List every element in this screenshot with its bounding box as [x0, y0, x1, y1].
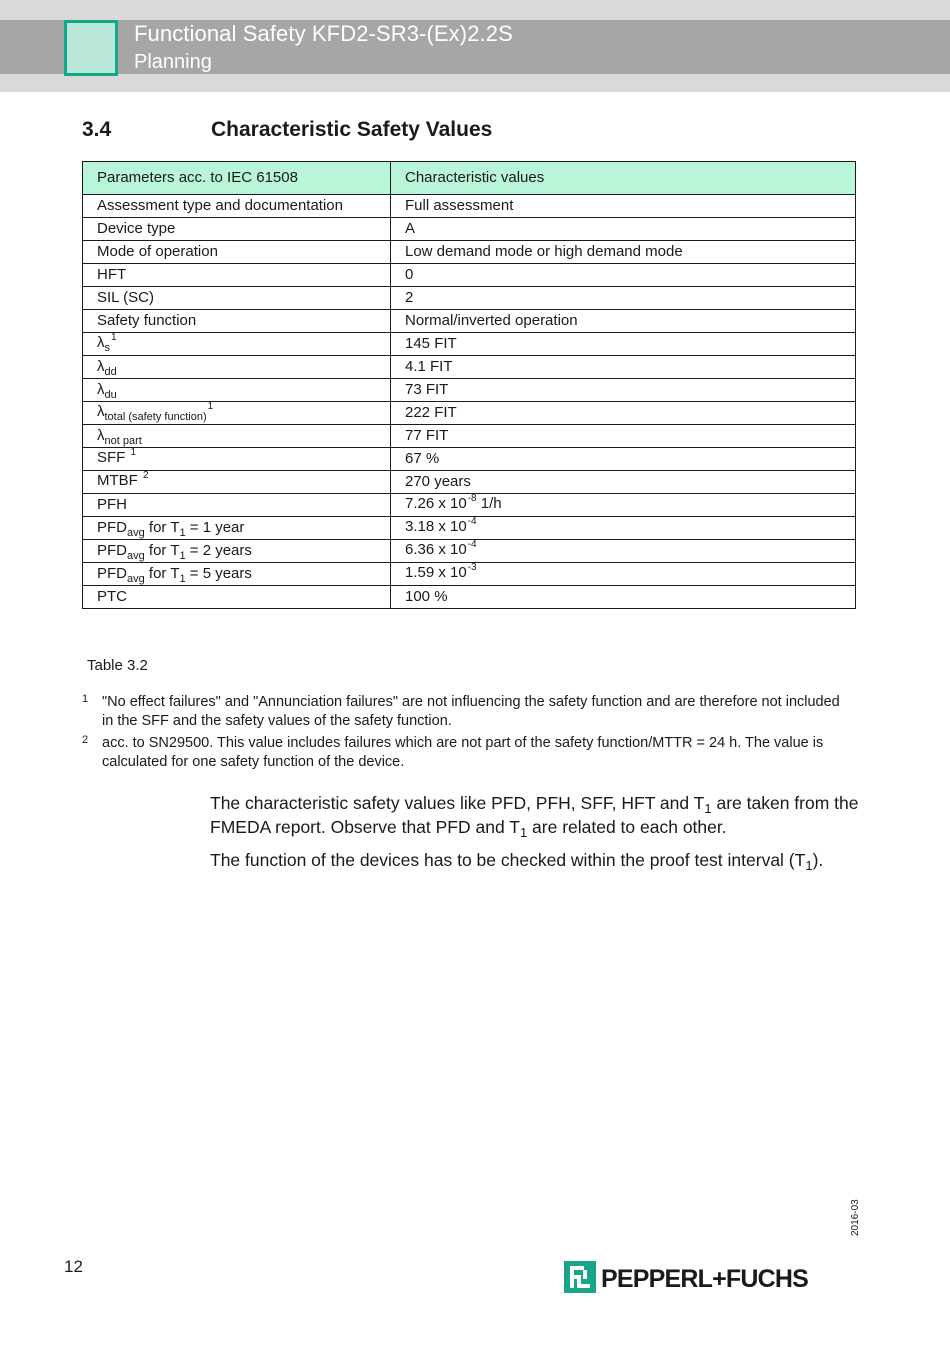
table-row	[83, 448, 856, 471]
value-cell: 0	[391, 264, 856, 287]
footnote-1	[82, 693, 842, 731]
value-cell: Low demand mode or high demand mode	[391, 241, 856, 264]
table-row	[83, 586, 856, 609]
table-row	[83, 333, 856, 356]
value-cell: 270 years	[391, 471, 856, 494]
parameter-cell: Mode of operation	[83, 241, 391, 264]
parameter-cell: $\lambda_{total (safety function)}^1$	[83, 402, 391, 425]
value-cell: 145 FIT	[391, 333, 856, 356]
header-accent-square	[64, 20, 118, 76]
value-cell: 7.26 x $10^{-8}$ 1/h	[391, 494, 856, 517]
table-body	[83, 195, 856, 609]
parameter-cell: Assessment type and documentation	[83, 195, 391, 218]
table-row	[83, 310, 856, 333]
safety-values-table	[82, 161, 856, 609]
parameter-cell: PFH	[83, 494, 391, 517]
value-cell: 3.18 x $10^{-4}$	[391, 517, 856, 540]
table-row	[83, 195, 856, 218]
edition-date: 2016-03	[850, 1199, 861, 1236]
table-row	[83, 356, 856, 379]
parameter-cell: $\lambda_s^1$	[83, 333, 391, 356]
table-row	[83, 402, 856, 425]
table-caption: Table 3.2	[87, 657, 148, 674]
value-cell: Full assessment	[391, 195, 856, 218]
body-paragraph-1: The characteristic safety values like PFD, PFH, SFF, HFT and $T_1$ are taken from the FMEDA report. Observe that PFD and $T_1$ are related to each other.	[210, 793, 859, 840]
value-cell: 77 FIT	[391, 425, 856, 448]
column-header-values: Characteristic values	[391, 162, 856, 195]
parameter-cell: MTBF $^2$	[83, 471, 391, 494]
logo-wordmark: PEPPERL+FUCHS	[601, 1265, 809, 1293]
value-cell: 73 FIT	[391, 379, 856, 402]
chapter-title: Planning	[134, 51, 212, 73]
page-number: 12	[64, 1257, 83, 1276]
table-row	[83, 241, 856, 264]
footnote-2	[82, 734, 842, 772]
value-cell: A	[391, 218, 856, 241]
value-cell: 67 %	[391, 448, 856, 471]
parameter-cell: $PFD_{avg}$ for $T_1 = 5$ years	[83, 563, 391, 586]
value-cell: 222 FIT	[391, 402, 856, 425]
parameter-cell: $\lambda_{du}$	[83, 379, 391, 402]
parameter-cell: $PFD_{avg}$ for $T_1 = 1$ year	[83, 517, 391, 540]
company-logo	[564, 1261, 844, 1297]
table-row	[83, 563, 856, 586]
table-row	[83, 471, 856, 494]
parameter-cell: PTC	[83, 586, 391, 609]
parameter-cell: Safety function	[83, 310, 391, 333]
body-paragraph-2: The function of the devices has to be checked within the proof test interval $(T_1)$.	[210, 850, 824, 873]
value-cell: 100 %	[391, 586, 856, 609]
logo-mark-icon	[564, 1261, 596, 1293]
table-row	[83, 494, 856, 517]
table-row	[83, 517, 856, 540]
table-row	[83, 264, 856, 287]
section-number: 3.4	[82, 118, 112, 141]
parameter-cell: SFF $^1$	[83, 448, 391, 471]
document-title: Functional Safety KFD2-SR3-(Ex)2.2S	[134, 21, 513, 46]
footnote-text: "No effect failures" and "Annunciation failures" are not influencing the safety function and are therefore not included in the SFF and the safety values of the safety function.	[102, 694, 840, 729]
table-row	[83, 540, 856, 563]
table-header-row	[83, 162, 856, 195]
footnote-text: acc. to SN29500. This value includes failures which are not part of the safety function/MTTR = 24 h. The value is calculated for one safety function of the device.	[102, 735, 824, 770]
table-row	[83, 425, 856, 448]
parameter-cell: Device type	[83, 218, 391, 241]
value-cell: Normal/inverted operation	[391, 310, 856, 333]
value-cell: 4.1 FIT	[391, 356, 856, 379]
section-title: Characteristic Safety Values	[211, 118, 493, 141]
table-row	[83, 218, 856, 241]
parameter-cell: SIL (SC)	[83, 287, 391, 310]
value-cell: 2	[391, 287, 856, 310]
parameter-cell: $\lambda_{dd}$	[83, 356, 391, 379]
column-header-parameters: Parameters acc. to IEC 61508	[83, 162, 391, 195]
value-cell: 1.59 x $10^{-3}$	[391, 563, 856, 586]
table-row	[83, 287, 856, 310]
parameter-cell: HFT	[83, 264, 391, 287]
parameter-cell: $\lambda_{not part}$	[83, 425, 391, 448]
footnote-mark: 2	[82, 734, 89, 746]
value-cell: 6.36 x $10^{-4}$	[391, 540, 856, 563]
footnote-mark: 1	[82, 693, 89, 705]
table-row	[83, 379, 856, 402]
parameter-cell: $PFD_{avg}$ for $T_1 = 2$ years	[83, 540, 391, 563]
